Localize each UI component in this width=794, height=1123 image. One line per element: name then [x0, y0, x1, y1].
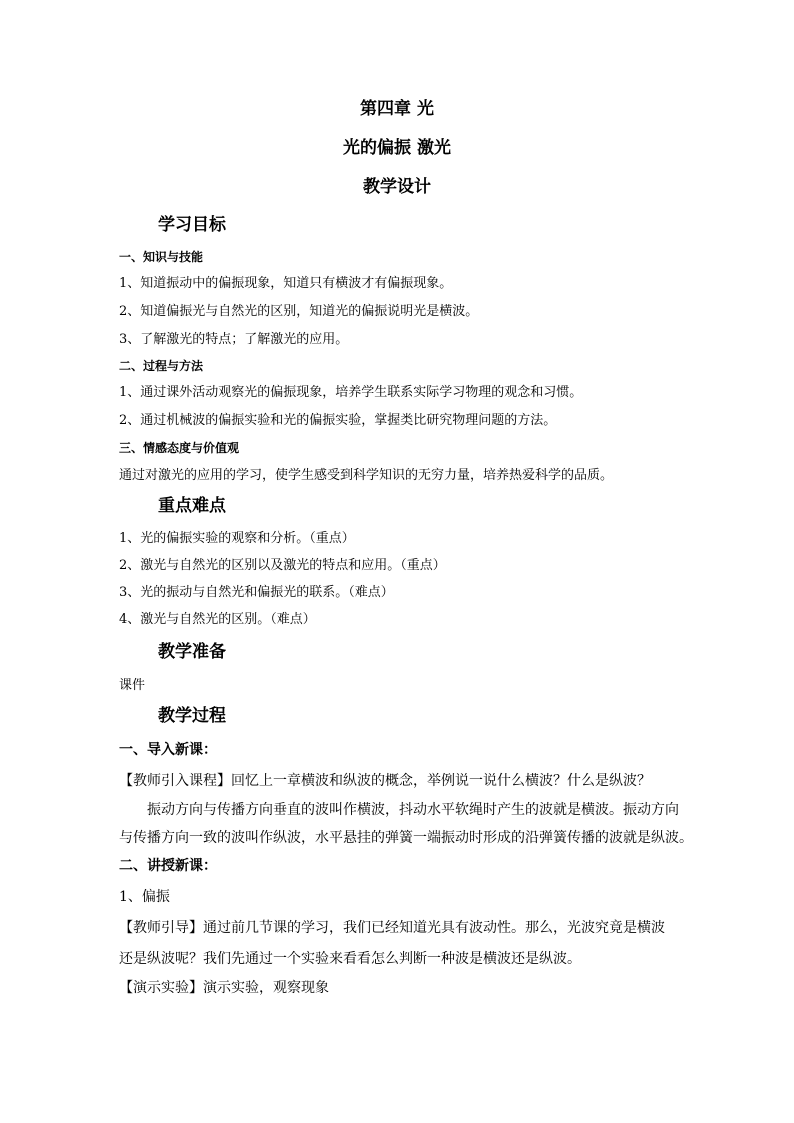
subsection-title: 1、偏振 — [119, 889, 170, 905]
process-method-item: 2、通过机械波的偏振实验和光的偏振实验，掌握类比研究物理问题的方法。 — [119, 413, 557, 428]
process-heading: 教学过程 — [158, 706, 226, 726]
key-point-item: 1、光的偏振实验的观察和分析。（重点） — [119, 531, 355, 546]
knowledge-item: 1、知道振动中的偏振现象，知道只有横波才有偏振现象。 — [119, 276, 453, 291]
knowledge-heading: 一、知识与技能 — [119, 250, 204, 264]
intro-paragraph-line: 与传播方向一致的波叫作纵波，水平悬挂的弹簧一端振动时形成的沿弹簧传播的波就是纵波。 — [119, 830, 693, 846]
key-point-item: 3、光的振动与自然光和偏振光的联系。（难点） — [119, 585, 394, 600]
knowledge-item: 3、了解激光的特点；了解激光的应用。 — [119, 332, 349, 347]
preparation-heading: 教学准备 — [158, 642, 226, 662]
demo-line: 【演示实验】演示实验，观察现象 — [119, 980, 329, 996]
chapter-title: 第四章 光 — [360, 99, 434, 119]
doc-type-title: 教学设计 — [363, 177, 431, 197]
teach-heading: 二、讲授新课： — [119, 858, 217, 874]
attitude-text: 通过对激光的应用的学习，使学生感受到科学知识的无穷力量，培养热爱科学的品质。 — [119, 468, 614, 483]
intro-paragraph-line: 振动方向与传播方向垂直的波叫作横波，抖动水平软绳时产生的波就是横波。振动方向 — [147, 802, 679, 818]
guide-line: 【教师引导】通过前几节课的学习，我们已经知道光具有波动性。那么，光波究竟是横波 — [119, 920, 665, 936]
key-point-item: 2、激光与自然光的区别以及激光的特点和应用。（重点） — [119, 558, 446, 573]
key-points-heading: 重点难点 — [158, 496, 226, 516]
objectives-heading: 学习目标 — [158, 215, 226, 235]
knowledge-item: 2、知道偏振光与自然光的区别，知道光的偏振说明光是横波。 — [119, 304, 479, 319]
intro-heading: 一、导入新课： — [119, 742, 217, 758]
key-point-item: 4、激光与自然光的区别。（难点） — [119, 612, 316, 627]
attitude-heading: 三、情感态度与价值观 — [119, 441, 240, 455]
process-method-item: 1、通过课外活动观察光的偏振现象，培养学生联系实际学习物理的观念和习惯。 — [119, 385, 583, 400]
guide-line: 还是纵波呢？我们先通过一个实验来看看怎么判断一种波是横波还是纵波。 — [119, 951, 581, 967]
intro-line: 【教师引入课程】回忆上一章横波和纵波的概念，举例说一说什么横波？什么是纵波？ — [119, 773, 651, 789]
preparation-text: 课件 — [119, 678, 146, 693]
process-method-heading: 二、过程与方法 — [119, 359, 204, 373]
lesson-title: 光的偏振 激光 — [343, 138, 451, 158]
